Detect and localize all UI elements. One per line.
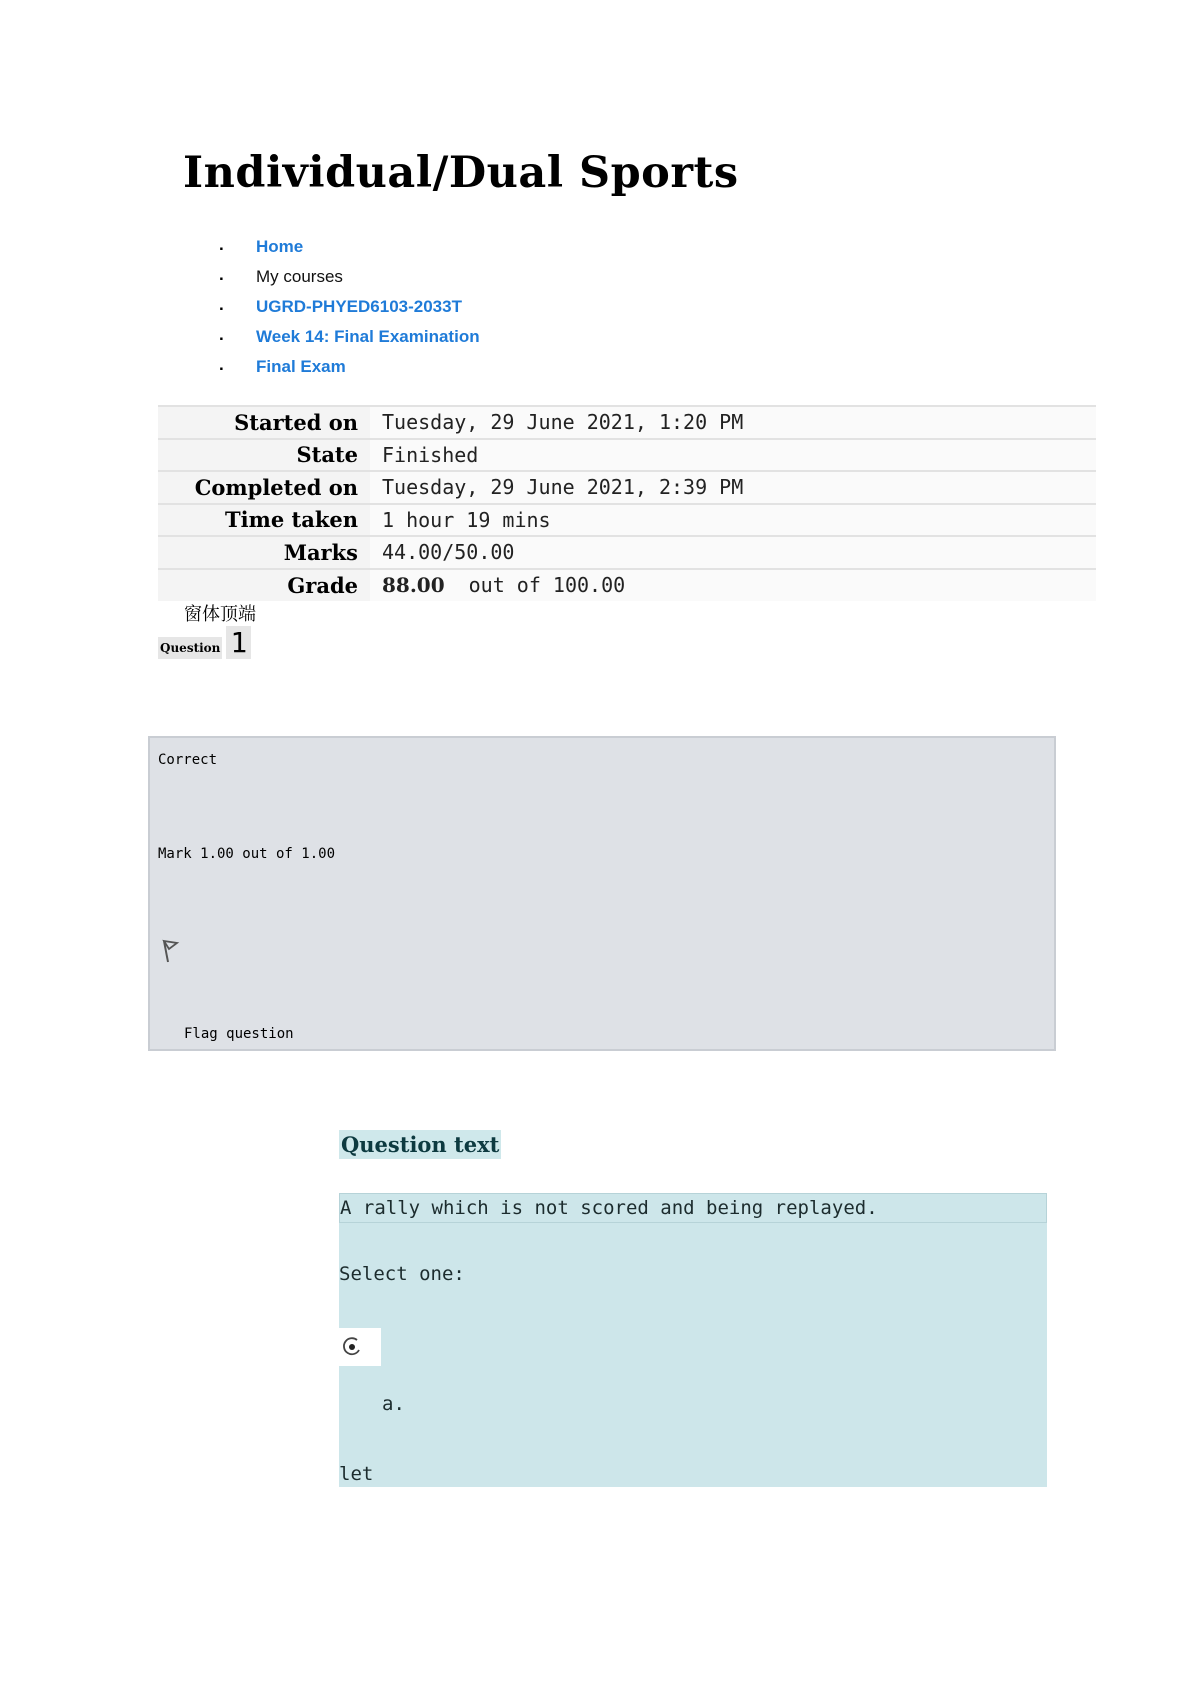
- flag-question-link[interactable]: Flag question: [184, 1026, 294, 1042]
- breadcrumb: [215, 232, 480, 382]
- question-grade: Mark 1.00 out of 1.00: [158, 846, 336, 862]
- question-number-value: 1: [226, 626, 251, 659]
- grade-score: 88.00: [382, 573, 445, 598]
- select-one-label: Select one:: [339, 1263, 465, 1285]
- summary-label: Time taken: [158, 504, 370, 537]
- bullet-icon: .: [219, 355, 224, 374]
- summary-row-completed: [158, 471, 1096, 504]
- summary-label: Marks: [158, 536, 370, 569]
- question-info-box: [148, 736, 1056, 1051]
- breadcrumb-item-home[interactable]: . Home: [215, 232, 480, 262]
- question-content: [339, 1193, 1047, 1487]
- radio-selected-icon: [341, 1336, 363, 1358]
- attempt-summary-table: [158, 405, 1096, 601]
- breadcrumb-item-week[interactable]: . Week 14: Final Examination: [215, 322, 480, 352]
- summary-label: Grade: [158, 569, 370, 602]
- option-text: let: [339, 1463, 374, 1485]
- question-number: [158, 626, 251, 659]
- summary-row-started: [158, 406, 1096, 439]
- summary-label: Completed on: [158, 471, 370, 504]
- summary-value: Finished: [370, 439, 1096, 472]
- breadcrumb-item-my-courses: . My courses: [215, 262, 480, 292]
- summary-value: 44.00/50.00: [370, 536, 1096, 569]
- summary-label: State: [158, 439, 370, 472]
- summary-row-grade: [158, 569, 1096, 602]
- question-prompt: A rally which is not scored and being replayed.: [339, 1193, 1047, 1223]
- answer-radio[interactable]: [339, 1328, 381, 1366]
- bullet-icon: .: [219, 235, 224, 254]
- summary-value: Tuesday, 29 June 2021, 1:20 PM: [370, 406, 1096, 439]
- bullet-icon: .: [219, 295, 224, 314]
- summary-row-state: [158, 439, 1096, 472]
- form-top-marker: 窗体顶端: [184, 604, 256, 625]
- question-text-heading: Question text: [341, 1132, 500, 1157]
- question-state: Correct: [158, 752, 218, 768]
- bullet-icon: .: [219, 265, 224, 284]
- grade-suffix: out of 100.00: [468, 573, 626, 598]
- summary-value: Tuesday, 29 June 2021, 2:39 PM: [370, 471, 1096, 504]
- option-letter: a.: [382, 1393, 405, 1415]
- breadcrumb-item-course[interactable]: . UGRD-PHYED6103-2033T: [215, 292, 480, 322]
- question-label: Question: [158, 637, 222, 659]
- page-title: Individual/Dual Sports: [183, 148, 739, 198]
- breadcrumb-item-final-exam[interactable]: . Final Exam: [215, 352, 480, 382]
- summary-label: Started on: [158, 406, 370, 439]
- flag-icon[interactable]: [160, 938, 182, 964]
- summary-row-time: [158, 504, 1096, 537]
- summary-row-marks: [158, 536, 1096, 569]
- summary-value: 1 hour 19 mins: [370, 504, 1096, 537]
- summary-value: [370, 569, 1096, 602]
- bullet-icon: .: [219, 325, 224, 344]
